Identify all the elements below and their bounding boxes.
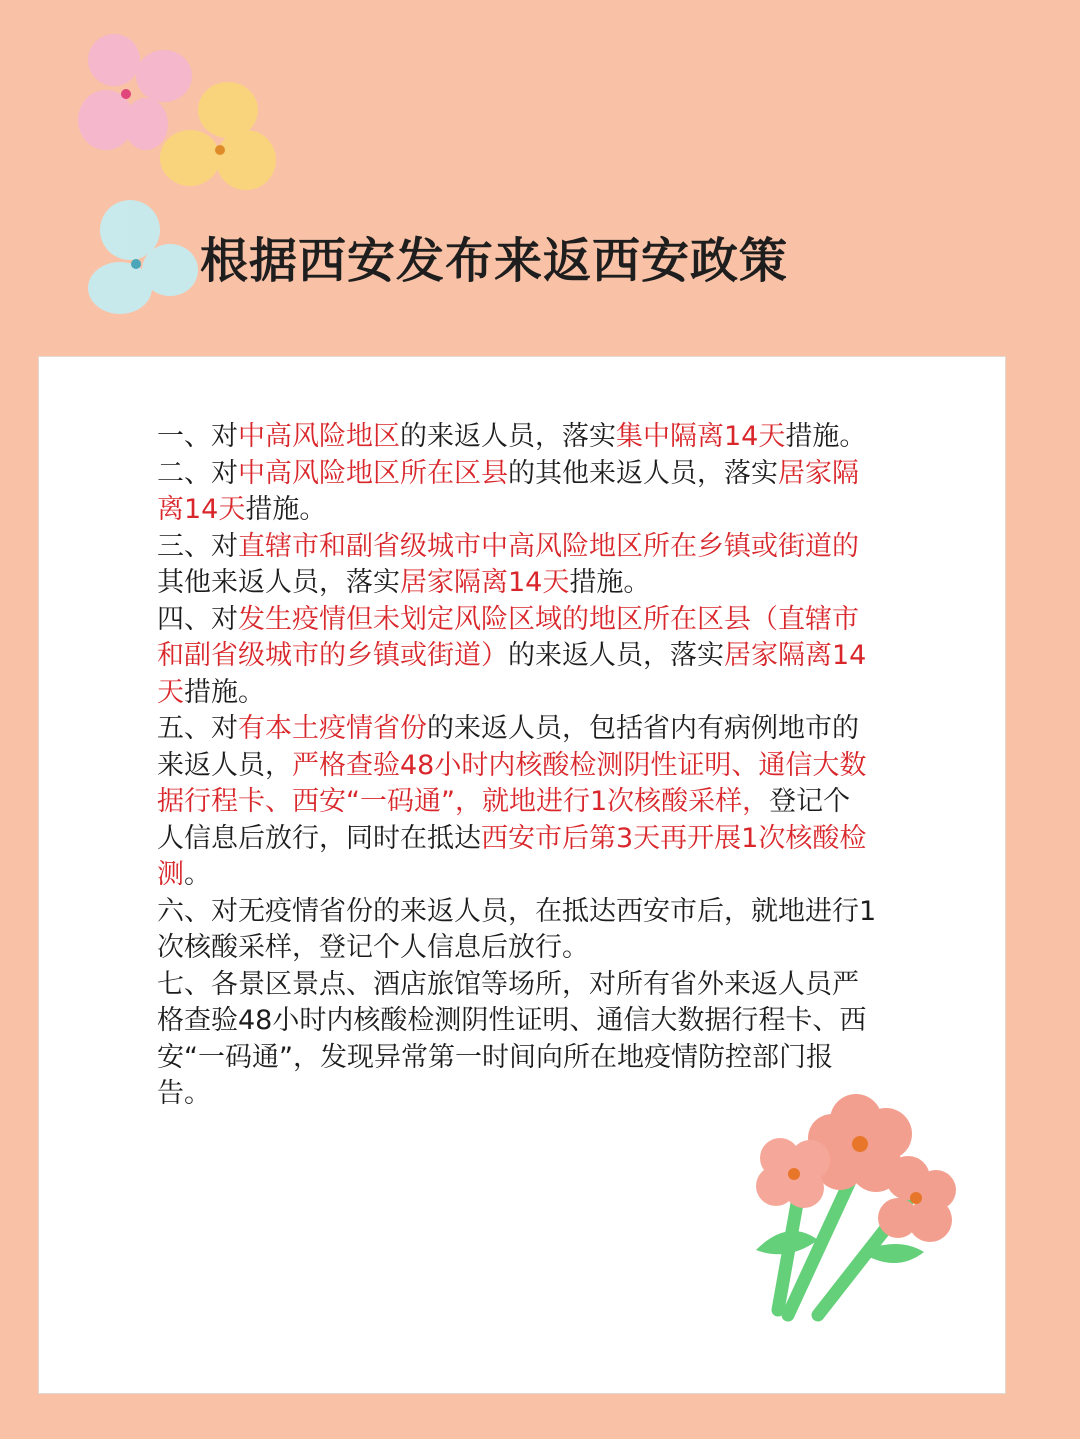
policy-text: 措施。 <box>569 567 651 598</box>
policy-text: 二、对 <box>157 457 238 489</box>
highlight-text: 严格查验48小时内核酸检测阴性证明、通信大数据行程卡、西安“一码通”，就地进行1次核酸采样， <box>157 749 867 817</box>
policy-text: 三、对 <box>157 530 238 562</box>
flower-bouquet-icon <box>748 1090 958 1330</box>
highlight-text: 居家隔离14天 <box>157 640 867 708</box>
policy-text: 措施。 <box>785 421 867 452</box>
policy-text: 五、对 <box>157 713 238 744</box>
policy-item <box>157 529 877 602</box>
policy-text: 一、对 <box>157 421 238 452</box>
policy-item <box>157 602 877 712</box>
highlight-text: 中高风险地区所在区县 <box>238 457 508 489</box>
policy-item <box>157 894 877 967</box>
page-title: 根据西安发布来返西安政策 <box>200 233 789 289</box>
policy-text: 措施。 <box>184 676 265 708</box>
highlight-text: 居家隔离14天 <box>400 567 570 598</box>
policy-text: 的其他来返人员，落实 <box>508 457 778 489</box>
policy-text: 四、对 <box>157 603 238 635</box>
policy-item <box>157 456 877 529</box>
highlight-text: 发生疫情但未划定风险区域的地区所在区县（直辖市和副省级城市的乡镇或街道） <box>157 603 859 671</box>
policy-item <box>157 419 877 456</box>
yellow-flower-icon <box>160 80 282 195</box>
highlight-text: 居家隔离14天 <box>157 457 859 525</box>
highlight-text: 中高风险地区 <box>238 421 400 452</box>
blue-flower-icon <box>80 196 202 320</box>
policy-text: 登记个人信息后放行，同时在抵达 <box>157 786 851 854</box>
highlight-text: 有本土疫情省份 <box>238 713 427 744</box>
policy-text: 七、各景区景点、酒店旅馆等场所，对所有省外来返人员严格查验48小时内核酸检测阴性证明、通信大数据行程卡、西安“一码通”，发现异常第一时间向所在地疫情防控部门报告。 <box>157 968 867 1109</box>
policy-text: 六、对无疫情省份的来返人员，在抵达西安市后，就地进行1次核酸采样，登记个人信息后放行。 <box>157 895 877 963</box>
policy-text: 的来返人员，落实 <box>400 421 616 452</box>
policy-text: 的来返人员，落实 <box>508 640 724 671</box>
highlight-text: 集中隔离14天 <box>616 421 786 452</box>
policy-list <box>157 419 877 1113</box>
policy-text: 措施。 <box>245 494 327 525</box>
highlight-text: 直辖市和副省级城市中高风险地区所在乡镇或街道的 <box>238 530 859 562</box>
highlight-text: 西安市后第3天再开展1次核酸检测 <box>157 822 867 890</box>
policy-text: 。 <box>184 859 211 890</box>
policy-text: 其他来返人员，落实 <box>157 567 400 598</box>
policy-text: 的来返人员，包括省内有病例地市的来返人员， <box>157 713 859 781</box>
policy-item <box>157 711 877 894</box>
